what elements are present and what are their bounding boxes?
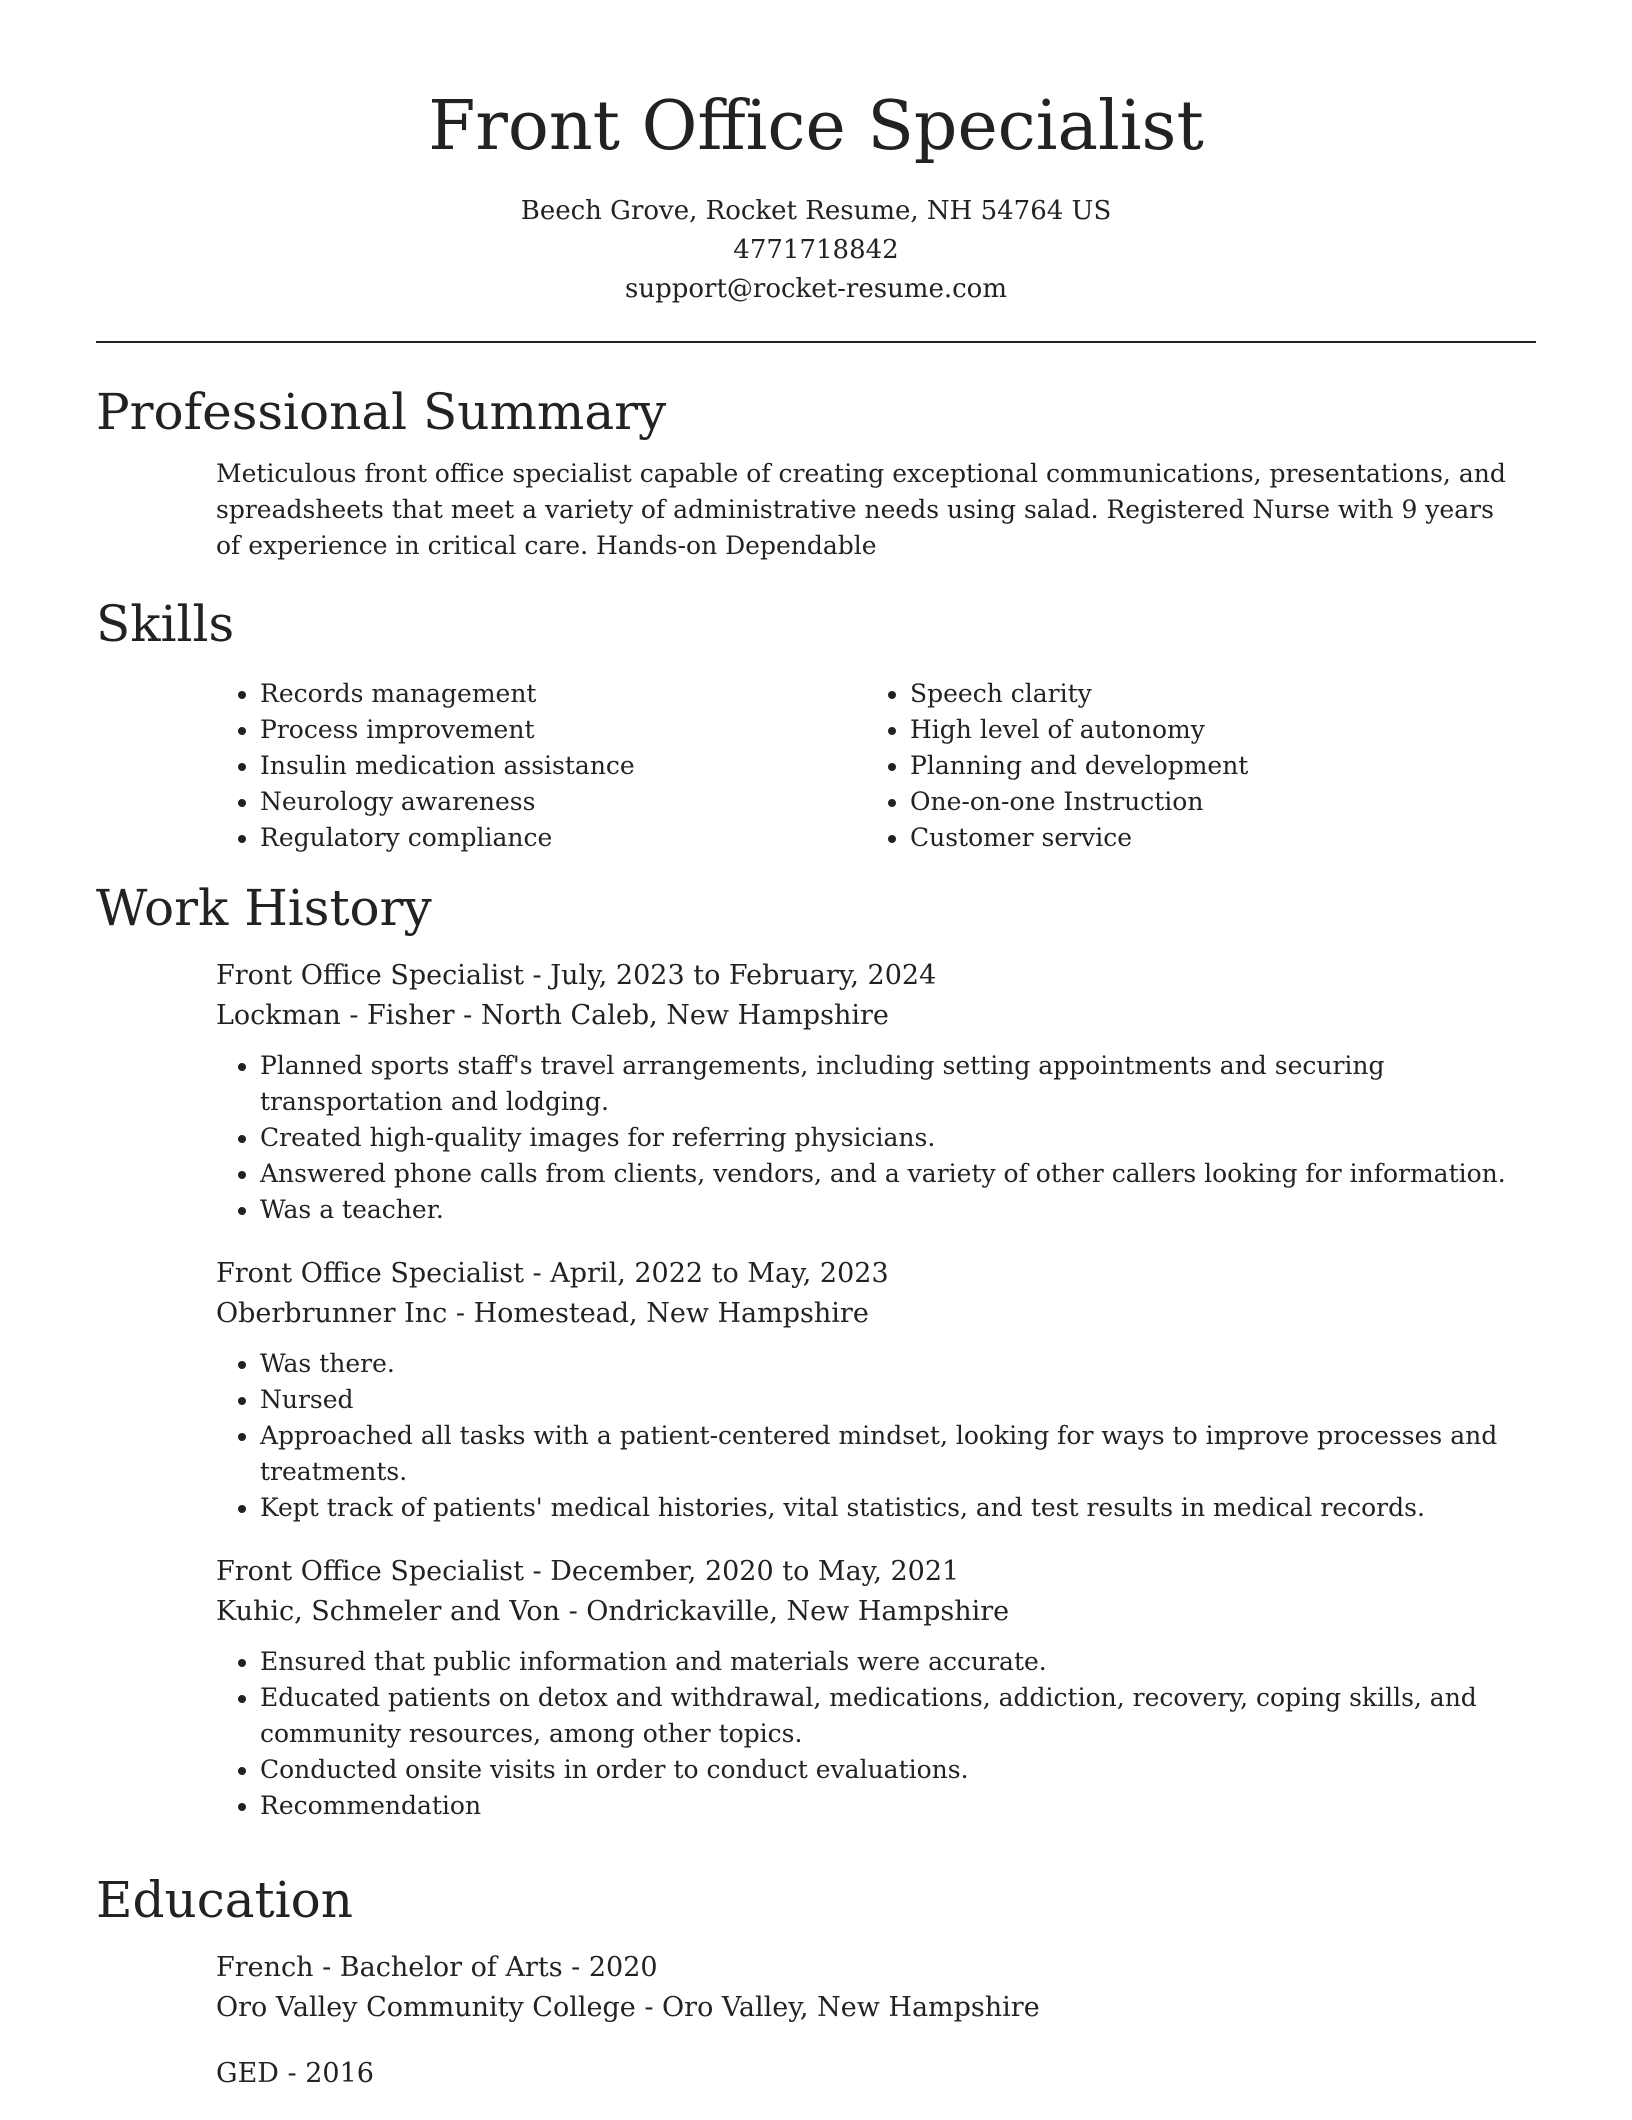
- job-bullet: • Planned sports staff's travel arrangements, including setting appointments and securing transportation and lodging.: [260, 1048, 1516, 1120]
- job-company-line: [216, 996, 1516, 1036]
- skill-item: • Planning and development: [910, 748, 1516, 784]
- summary-heading: Professional Summary: [96, 383, 667, 441]
- education-entry: [216, 1948, 1516, 2028]
- job-bullet: • Educated patients on detox and withdrawal, medications, addiction, recovery, coping skills, and community resources, among other topics.: [260, 1680, 1516, 1752]
- email: support@rocket-resume.com: [624, 274, 1007, 304]
- summary-section: [96, 380, 1536, 564]
- job-location: - North Caleb, New Hampshire: [454, 1000, 889, 1031]
- job-location: - Ondrickaville, New Hampshire: [560, 1596, 1010, 1627]
- education-degree: French - Bachelor of Arts: [216, 1952, 563, 1983]
- education-school: Oro Valley Community College: [216, 1992, 636, 2023]
- job-company: Oberbrunner Inc: [216, 1298, 448, 1329]
- job-bullets: [216, 1644, 1516, 1824]
- education-year: - 2016: [278, 2058, 374, 2089]
- resume-header: [0, 84, 1632, 309]
- education-year: - 2020: [562, 1952, 658, 1983]
- candidate-name: Front Office Specialist: [428, 87, 1204, 166]
- skill-item: • Customer service: [910, 820, 1516, 856]
- phone: 4771718842: [733, 235, 899, 265]
- job-bullet: • Created high-quality images for referring physicians.: [260, 1120, 1516, 1156]
- job-bullet: • Was there.: [260, 1346, 1516, 1382]
- job-bullet: • Was a teacher.: [260, 1192, 1516, 1228]
- job-company: Kuhic, Schmeler and Von: [216, 1596, 560, 1627]
- job-dates: - April, 2022 to May, 2023: [523, 1258, 889, 1289]
- job-company-line: [216, 1294, 1516, 1334]
- skill-item: • Neurology awareness: [260, 784, 866, 820]
- education-degree-line: [216, 1948, 1516, 1988]
- skill-item: • High level of autonomy: [910, 712, 1516, 748]
- job-bullet: • Approached all tasks with a patient-centered mindset, looking for ways to improve processes and treatments.: [260, 1418, 1516, 1490]
- education-degree: GED: [216, 2058, 279, 2089]
- skills-list-left: [216, 676, 866, 856]
- header-divider: [96, 341, 1536, 343]
- job-position: Front Office Specialist: [216, 960, 524, 991]
- job-title-line: [216, 1552, 1516, 1592]
- work-history-heading: Work History: [96, 879, 432, 937]
- job-bullets: [216, 1346, 1516, 1526]
- skill-item: • Records management: [260, 676, 866, 712]
- skills-section: [96, 592, 1536, 856]
- skills-columns: [216, 676, 1516, 856]
- skill-item: • Regulatory compliance: [260, 820, 866, 856]
- skill-item: • One-on-one Instruction: [910, 784, 1516, 820]
- skill-item: • Speech clarity: [910, 676, 1516, 712]
- job-title-line: [216, 956, 1516, 996]
- job-bullet: • Recommendation: [260, 1788, 1516, 1824]
- education-section: [96, 1868, 1536, 2120]
- job-bullet: • Nursed: [260, 1382, 1516, 1418]
- job-entry: [216, 956, 1516, 1228]
- job-location: - Homestead, New Hampshire: [447, 1298, 869, 1329]
- job-dates: - July, 2023 to February, 2024: [523, 960, 937, 991]
- education-degree-line: [216, 2054, 1516, 2094]
- job-title-line: [216, 1254, 1516, 1294]
- job-entry: [216, 1552, 1516, 1824]
- education-heading: Education: [96, 1871, 353, 1929]
- education-location: - Oro Valley, New Hampshire: [635, 1992, 1040, 2023]
- education-entry: [216, 2054, 1516, 2094]
- job-position: Front Office Specialist: [216, 1258, 524, 1289]
- education-school-line: [216, 1988, 1516, 2028]
- job-entry: [216, 1254, 1516, 1526]
- job-bullet: • Ensured that public information and materials were accurate.: [260, 1644, 1516, 1680]
- skill-item: • Process improvement: [260, 712, 866, 748]
- skill-item: • Insulin medication assistance: [260, 748, 866, 784]
- summary-text: Meticulous front office specialist capable of creating exceptional communications, presentations, and spreadsheets that meet a variety of administrative needs using salad. Registered Nurse with 9 years of experience in critical care. Hands-on Dependable: [216, 459, 1506, 560]
- job-position: Front Office Specialist: [216, 1556, 524, 1587]
- skills-heading: Skills: [96, 595, 235, 653]
- job-company: Lockman - Fisher: [216, 1000, 455, 1031]
- work-history-section: [96, 876, 1536, 1850]
- skills-list-right: [866, 676, 1516, 856]
- address: Beech Grove, Rocket Resume, NH 54764 US: [520, 196, 1112, 226]
- job-company-line: [216, 1592, 1516, 1632]
- contact-block: [0, 192, 1632, 309]
- job-dates: - December, 2020 to May, 2021: [523, 1556, 960, 1587]
- job-bullet: • Conducted onsite visits in order to conduct evaluations.: [260, 1752, 1516, 1788]
- job-bullets: [216, 1048, 1516, 1228]
- job-bullet: • Kept track of patients' medical histories, vital statistics, and test results in medical records.: [260, 1490, 1516, 1526]
- job-bullet: • Answered phone calls from clients, vendors, and a variety of other callers looking for information.: [260, 1156, 1516, 1192]
